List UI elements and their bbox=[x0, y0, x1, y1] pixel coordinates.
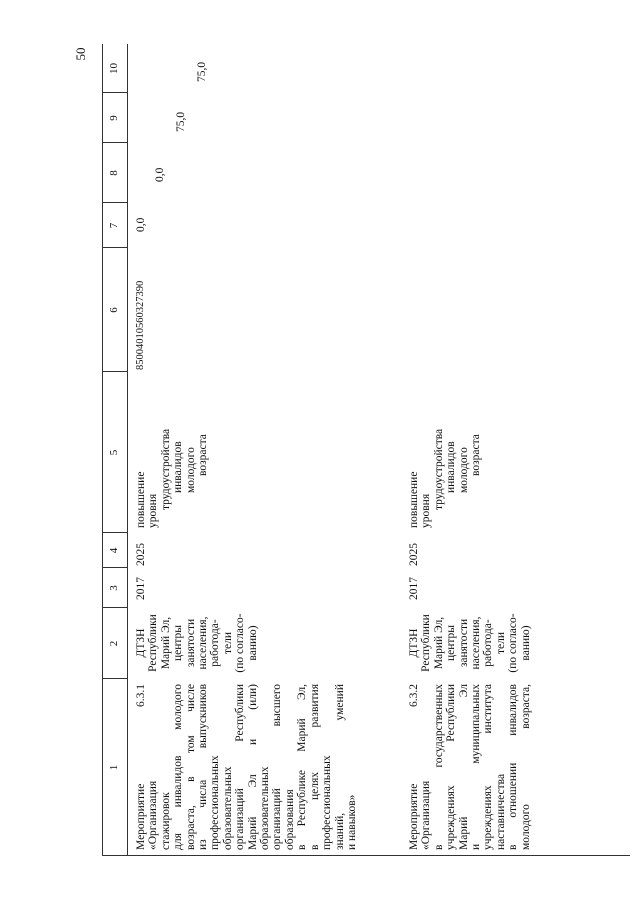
row2-activity-line: наставничества bbox=[494, 773, 507, 850]
row2-activity-line: Марий Эл bbox=[457, 684, 470, 850]
page-number: 50 bbox=[73, 47, 88, 61]
row2-executor-line: работода- bbox=[482, 619, 495, 667]
row2-start-year: 2017 bbox=[408, 577, 420, 600]
landscape-table bbox=[102, 44, 630, 856]
row1-activity-line: образовательных bbox=[221, 766, 234, 850]
header-col-9: 9 bbox=[108, 115, 120, 121]
row2-executor-line: Марий Эл, bbox=[432, 616, 445, 670]
row1-budget-code: 85004010560327390 bbox=[135, 280, 146, 370]
row2-executor-line: тели bbox=[494, 631, 507, 655]
row1-executor bbox=[135, 610, 259, 676]
table-left-border bbox=[102, 855, 630, 856]
row1-executor-line: занятости bbox=[184, 618, 197, 668]
row2-activity-line: учреждениях Республики bbox=[445, 684, 458, 850]
row1-activity-line: Марий Эл и (или) bbox=[246, 684, 259, 850]
row1-executor-line: населения, bbox=[197, 616, 210, 670]
row2-result bbox=[408, 374, 482, 528]
header-bottom-rule bbox=[127, 44, 128, 856]
row2-executor-line: ванию) bbox=[519, 625, 532, 661]
row2-executor-line: Республики bbox=[420, 614, 433, 672]
row2-executor-line: центры bbox=[445, 624, 458, 662]
header-col-4: 4 bbox=[108, 547, 120, 554]
header-col-8: 8 bbox=[108, 170, 120, 176]
header-col-1: 1 bbox=[108, 764, 120, 771]
header-col-7: 7 bbox=[108, 222, 120, 229]
row1-activity-line: «Организация bbox=[147, 780, 160, 850]
row2-executor-line: ДТЗН bbox=[408, 628, 420, 658]
row1-activity-line: организаций Республики bbox=[234, 684, 247, 850]
row1-activity-line: для инвалидов молодого bbox=[172, 684, 185, 850]
row1-executor-line: центры bbox=[172, 624, 185, 662]
row1-col10-value: 75,0 bbox=[196, 61, 208, 82]
row1-activity-line: образования bbox=[283, 789, 296, 850]
header-col-2: 2 bbox=[108, 640, 120, 647]
header-col-6: 6 bbox=[108, 307, 120, 313]
row2-activity bbox=[408, 684, 532, 850]
row2-executor-line: населения, bbox=[470, 616, 483, 670]
row2-activity-line: «Организация bbox=[420, 780, 433, 850]
row2-activity-line: в отношении инвалидов bbox=[507, 684, 520, 850]
row1-activity-line: Мероприятие 6.3.1 bbox=[135, 684, 147, 850]
row1-executor-line: Республики bbox=[147, 614, 160, 672]
row1-result-line bbox=[135, 374, 160, 528]
row2-result-line: возраста bbox=[470, 434, 483, 476]
row2-activity-line: в государственных bbox=[432, 684, 445, 850]
row2-result-line: трудоустройства bbox=[432, 428, 445, 510]
row2-activity-line: учреждениях института bbox=[482, 684, 495, 850]
row1-result-word: повышение уровня bbox=[135, 471, 160, 528]
row1-executor-line: (по согласо- bbox=[234, 613, 247, 673]
header-col-3: 3 bbox=[108, 585, 120, 591]
row2-result-line: инвалидов молодого bbox=[445, 441, 470, 493]
row1-activity-line: стажировок bbox=[159, 792, 172, 850]
row1-result-line: трудоустройства bbox=[159, 428, 172, 510]
row1-activity-line: профессиональных bbox=[209, 755, 222, 850]
row1-result-line: инвалидов молодого bbox=[172, 441, 197, 493]
row1-executor-line: работода- bbox=[209, 619, 222, 667]
row1-activity-line: возраста, в том числе bbox=[184, 684, 197, 850]
row1-activity-line: организаций высшего bbox=[271, 684, 284, 850]
row1-activity-line: образовательных bbox=[259, 766, 272, 850]
row1-activity-line: и навыков» bbox=[345, 794, 358, 850]
row1-result-line: возраста bbox=[197, 434, 210, 476]
row2-executor-line: занятости bbox=[457, 618, 470, 668]
header-col-10: 10 bbox=[108, 63, 120, 74]
row2-activity-line: Мероприятие 6.3.2 bbox=[408, 684, 420, 850]
row1-end-year: 2025 bbox=[135, 543, 147, 566]
row1-activity-line: в Республике Марий Эл, bbox=[296, 684, 309, 850]
row1-col7-value: 0,0 bbox=[135, 217, 147, 232]
header-col-5: 5 bbox=[108, 449, 120, 456]
row2-executor-line: (по согласо- bbox=[507, 613, 520, 673]
row1-activity bbox=[135, 684, 358, 850]
row1-executor-line: тели bbox=[221, 631, 234, 655]
row1-col8-value: 0,0 bbox=[154, 167, 166, 182]
row2-activity-line: молодого возраста, bbox=[519, 684, 532, 850]
row1-executor-line: ДТЗН bbox=[135, 628, 147, 658]
row1-activity-line: профессиональных bbox=[321, 755, 334, 850]
row1-activity-line: в целях развития bbox=[308, 684, 321, 850]
row2-activity-line: и муниципальных bbox=[470, 684, 483, 850]
row1-executor-line: ванию) bbox=[246, 625, 259, 661]
row1-activity-line: знаний, умений bbox=[333, 684, 346, 850]
row1-result bbox=[135, 374, 209, 528]
row2-end-year: 2025 bbox=[408, 543, 420, 566]
row1-executor-line: Марий Эл, bbox=[159, 616, 172, 670]
row2-executor bbox=[408, 610, 532, 676]
row1-col9-value: 75,0 bbox=[175, 111, 187, 132]
row1-start-year: 2017 bbox=[135, 577, 147, 600]
row1-activity-line: из числа выпускников bbox=[197, 684, 210, 850]
row2-result-line: повышение уровня bbox=[408, 471, 433, 528]
